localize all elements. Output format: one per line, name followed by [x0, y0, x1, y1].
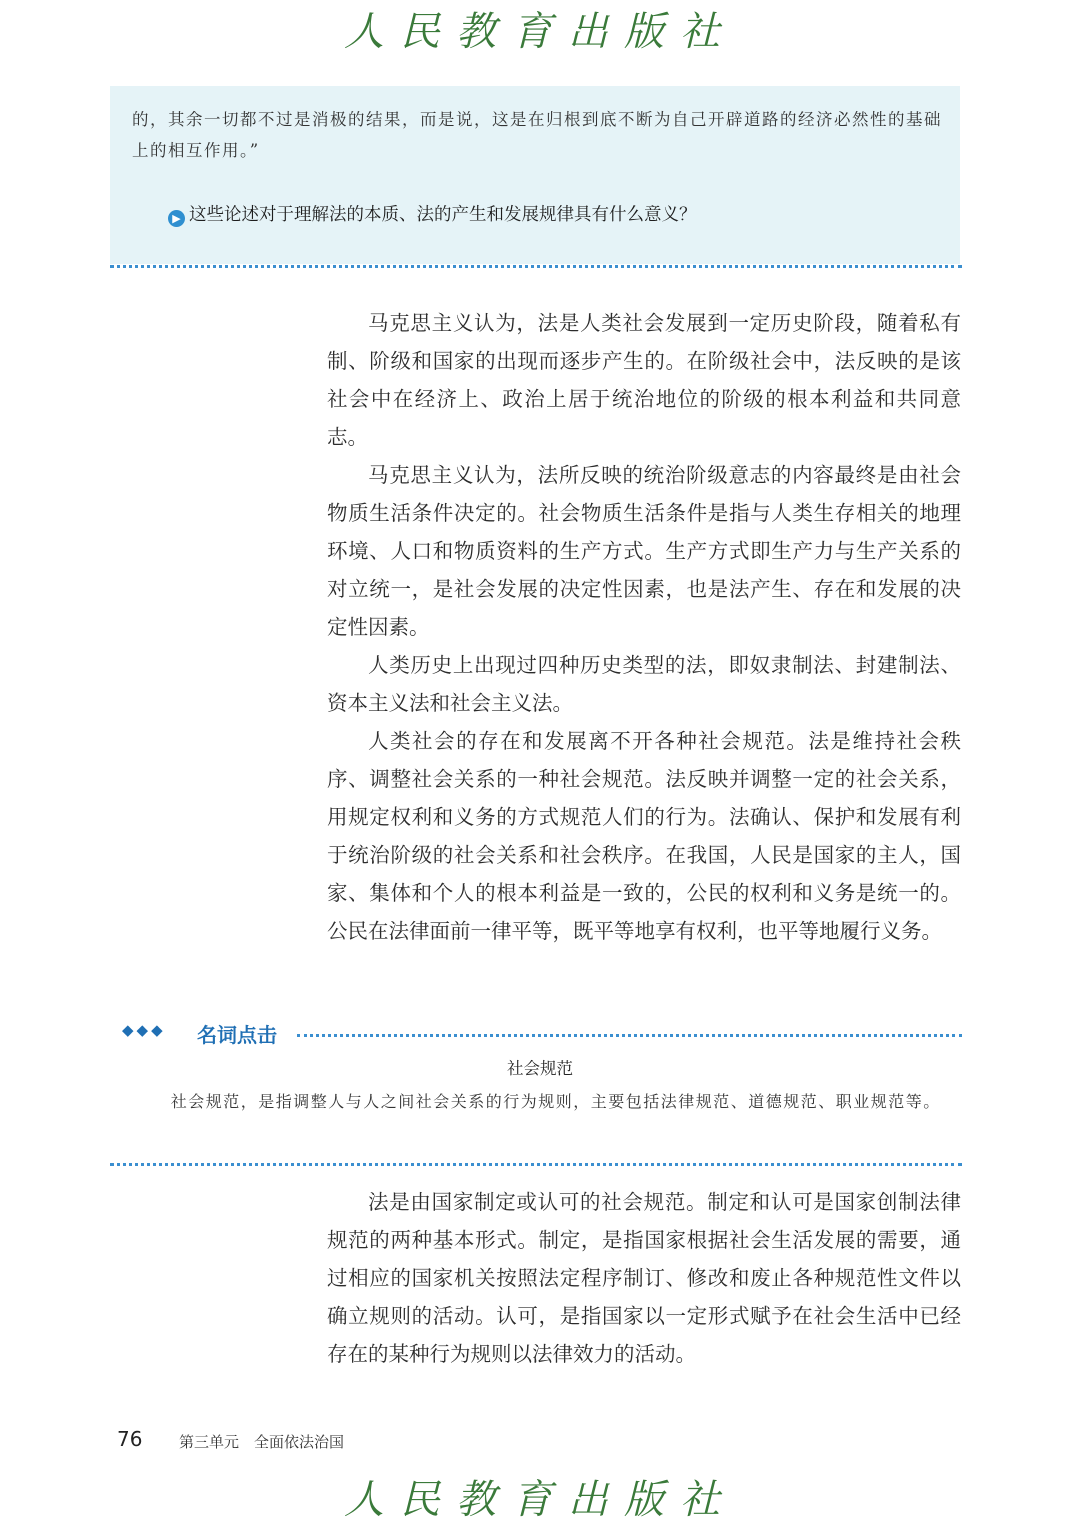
question-text: 这些论述对于理解法的本质、法的产生和发展规律具有什么意义？	[189, 205, 697, 225]
quote-box	[110, 86, 960, 264]
publisher-logo-top: 人民教育出版社	[344, 9, 736, 55]
unit-title: 第三单元 全面依法治国	[179, 1433, 345, 1451]
quote-text: 的，其余一切都不过是消极的结果，而是说，这是在归根到底不断为自己开辟道路的经济必然性的基础上的相互作用。”	[132, 110, 942, 160]
question	[168, 202, 928, 228]
paragraph: 人类历史上出现过四种历史类型的法，即奴隶制法、封建制法、资本主义法和社会主义法。	[327, 653, 961, 715]
publisher-logo-bottom: 人民教育出版社	[344, 1477, 736, 1523]
paragraph: 马克思主义认为，法所反映的统治阶级意志的内容最终是由社会物质生活条件决定的。社会物质生活条件是指与人类生存相关的地理环境、人口和物质资料的生产方式。生产方式即生产力与生产关系的对立统一，是社会发展的决定性因素，也是法产生、存在和发展的决定性因素。	[327, 463, 961, 639]
body-section-2	[327, 1183, 961, 1373]
diamonds-icon: ◆◆◆	[122, 1021, 166, 1039]
paragraph: 人类社会的存在和发展离不开各种社会规范。法是维持社会秩序、调整社会关系的一种社会规范。法反映并调整一定的社会关系，用规定权利和义务的方式规范人们的行为。法确认、保护和发展有利于统治阶级的社会关系和社会秩序。在我国，人民是国家的主人，国家、集体和个人的根本利益是一致的，公民的权利和义务是统一的。公民在法律面前一律平等，既平等地享有权利，也平等地履行义务。	[327, 729, 961, 943]
term-title: 社会规范	[507, 1059, 573, 1078]
term-box-label: 名词点击	[197, 1023, 277, 1047]
dotted-divider	[297, 1034, 962, 1037]
triangle-right-icon: ▶	[168, 210, 185, 227]
term-box-header	[122, 1019, 962, 1049]
dotted-divider	[110, 265, 962, 268]
page-number: 76	[117, 1427, 143, 1451]
body-section-1	[327, 304, 961, 950]
dotted-divider	[110, 1163, 962, 1166]
paragraph: 马克思主义认为，法是人类社会发展到一定历史阶段，随着私有制、阶级和国家的出现而逐步产生的。在阶级社会中，法反映的是该社会中在经济上、政治上居于统治地位的阶级的根本利益和共同意志。	[327, 311, 961, 449]
term-definition: 社会规范，是指调整人与人之间社会关系的行为规则，主要包括法律规范、道德规范、职业规范等。	[170, 1092, 941, 1111]
paragraph: 法是由国家制定或认可的社会规范。制定和认可是国家创制法律规范的两种基本形式。制定，是指国家根据社会生活发展的需要，通过相应的国家机关按照法定程序制订、修改和废止各种规范性文件以确立规则的活动。认可，是指国家以一定形式赋予在社会生活中已经存在的某种行为规则以法律效力的活动。	[327, 1190, 961, 1366]
